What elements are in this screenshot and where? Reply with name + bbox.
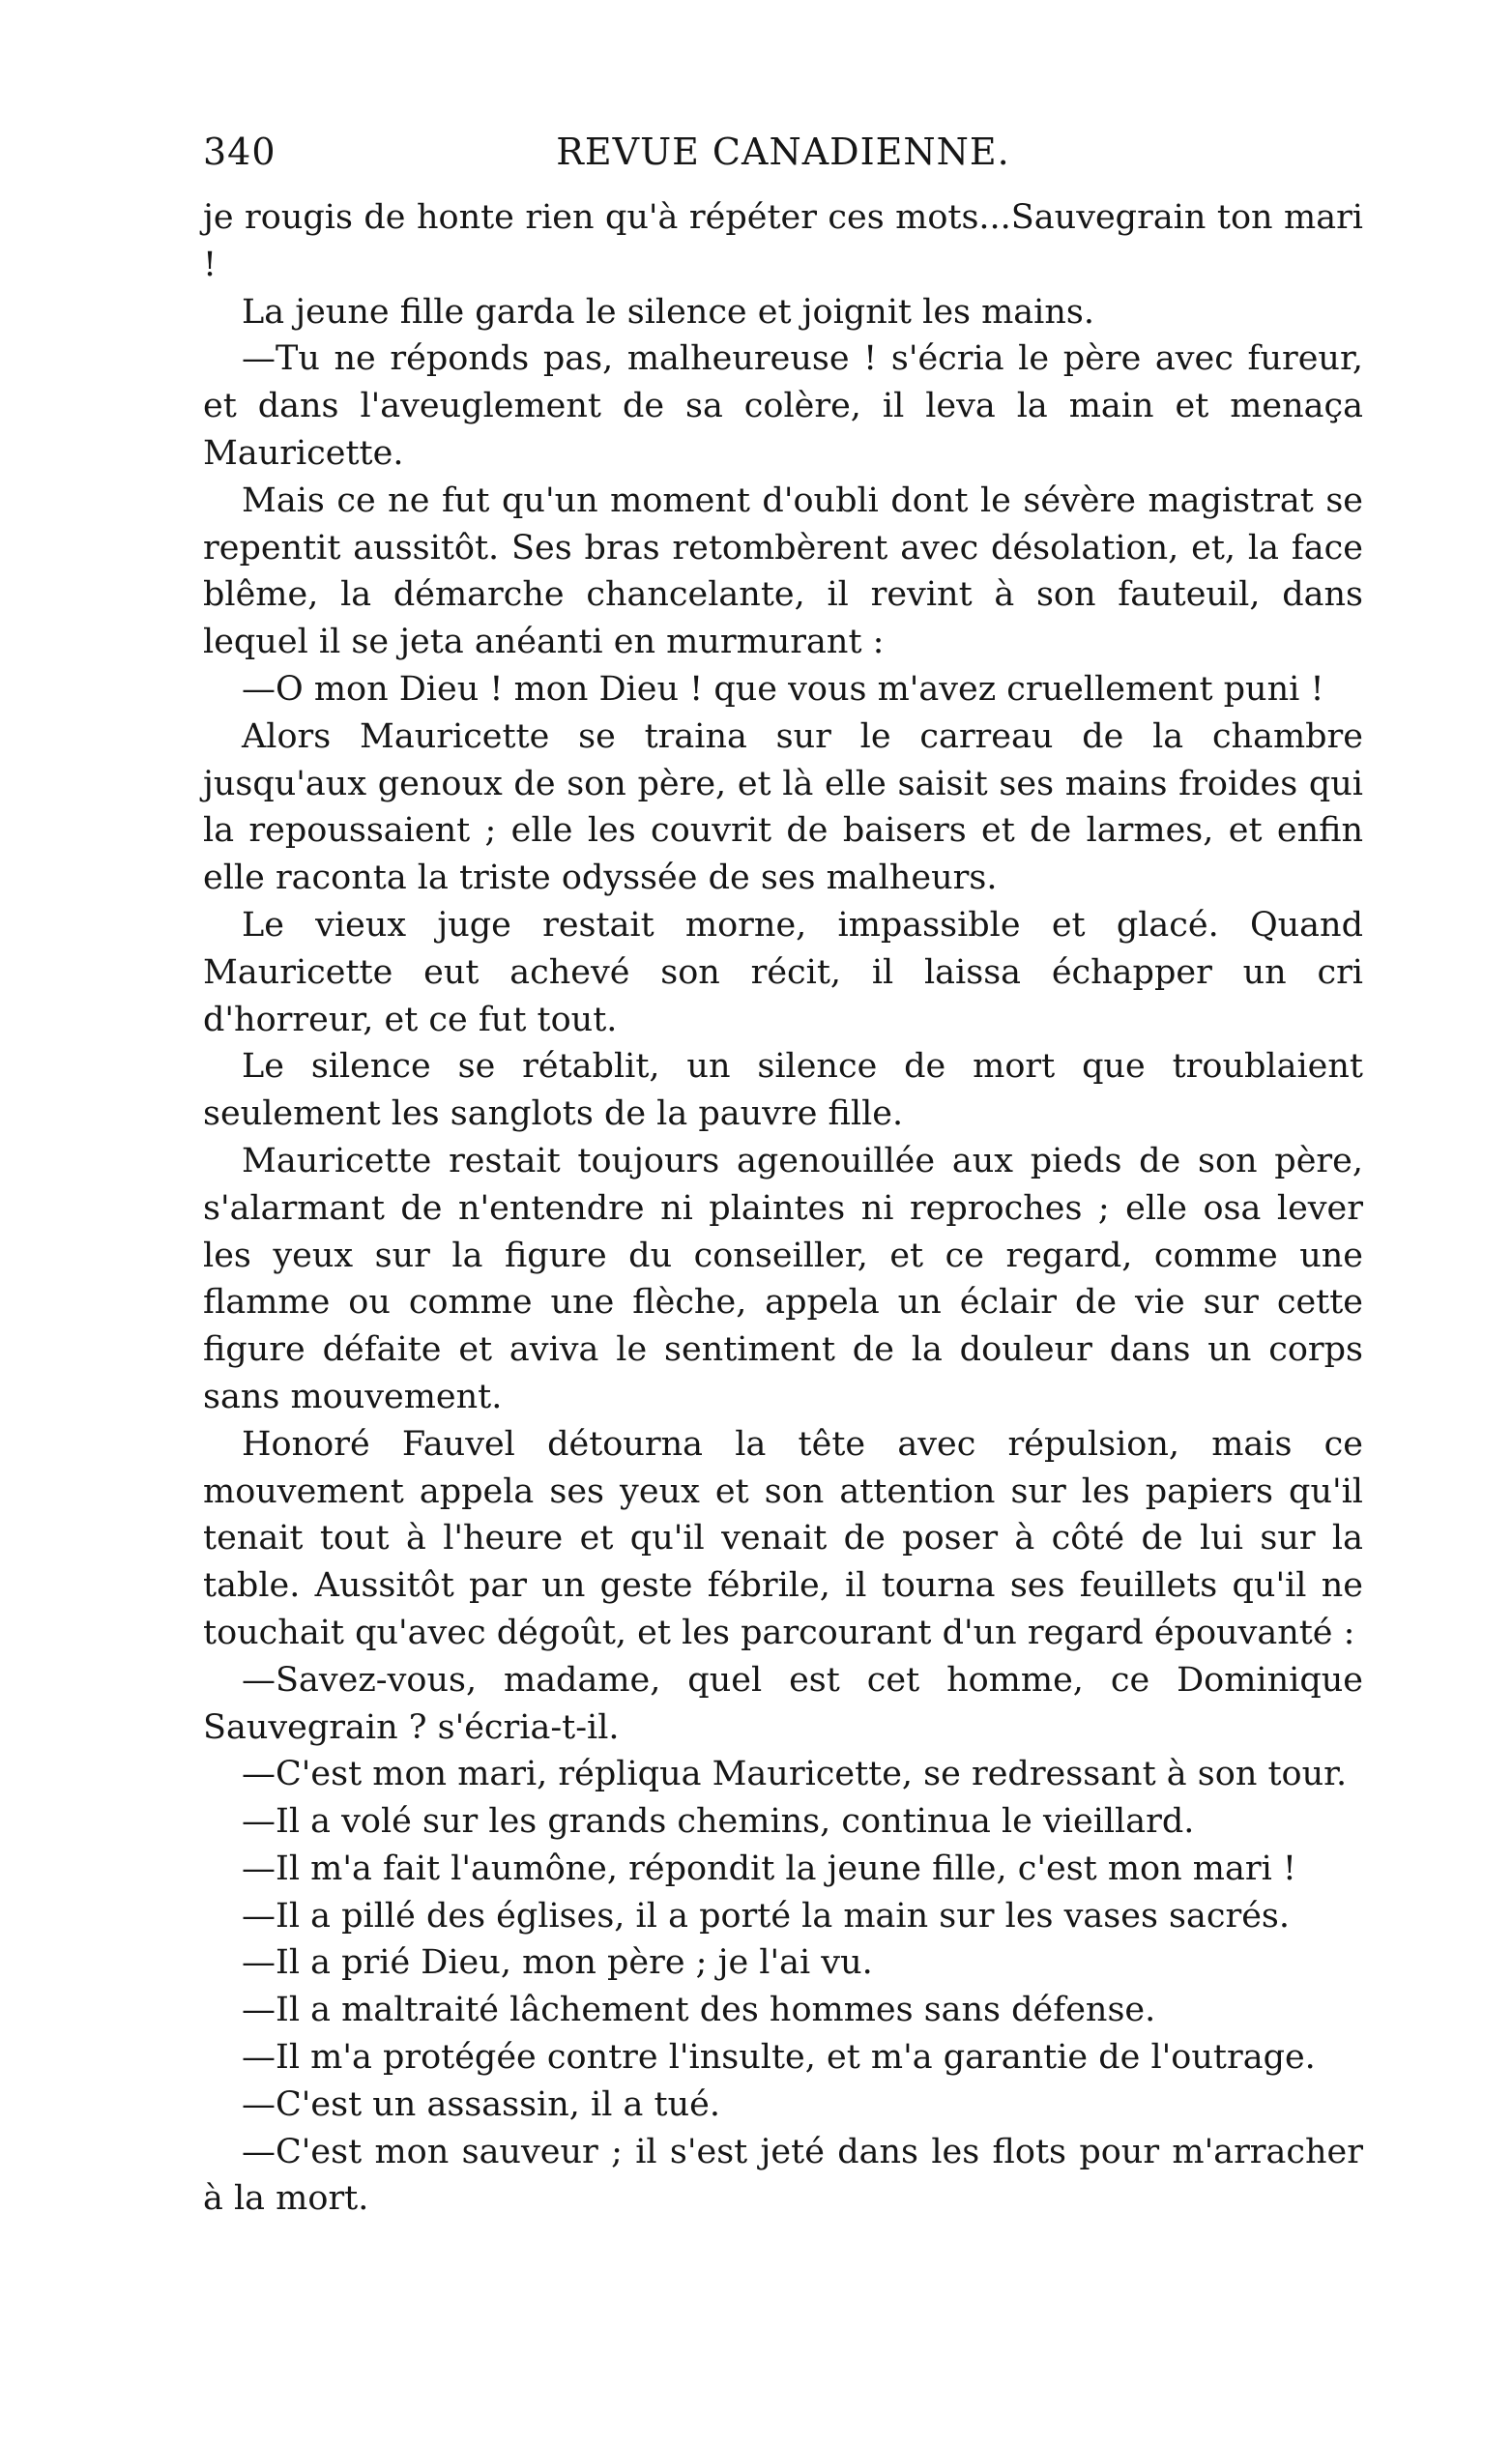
dialogue-line: —C'est un assassin, il a tué. — [242, 2084, 720, 2124]
dialogue-line: —Il m'a protégée contre l'insulte, et m'a garantie de l'outrage. — [242, 2038, 1316, 2078]
body-text — [203, 194, 1363, 2223]
dialogue-line: —O mon Dieu ! mon Dieu ! que vous m'avez cruellement puni ! — [242, 669, 1324, 709]
paragraph: Le silence se rétablit, un silence de mort que troublaient seulement les sanglots de la pauvre fille. — [203, 1047, 1363, 1134]
paragraph: Alors Mauricette se traina sur le carreau de la chambre jusqu'aux genoux de son père, et là elle saisit ses mains froides qui la repoussaient ; elle les couvrit de baisers et de larmes, et enfin elle raconta la triste odyssée de ses malheurs. — [203, 716, 1363, 898]
paragraph: La jeune fille garda le silence et joignit les mains. — [242, 292, 1094, 332]
paragraph: Le vieux juge restait morne, impassible et glacé. Quand Mauricette eut achevé son récit, il laissa échapper un cri d'horreur, et ce fut tout. — [203, 905, 1363, 1039]
paragraph-continued: je rougis de honte rien qu'à répéter ces mots...Sauvegrain ton mari ! — [203, 198, 1363, 284]
dialogue-line: —Il m'a fait l'aumône, répondit la jeune fille, c'est mon mari ! — [242, 1849, 1296, 1888]
journal-title: REVUE CANADIENNE. — [556, 131, 1010, 173]
page-number: 340 — [203, 131, 276, 173]
book-page — [203, 121, 1363, 2223]
dialogue-line: —Tu ne réponds pas, malheureuse ! s'écria le père avec fureur, et dans l'aveuglement de sa colère, il leva la main et menaça Mauricette. — [203, 339, 1363, 473]
dialogue-line: —Il a maltraité lâchement des hommes sans défense. — [242, 1991, 1156, 2030]
dialogue-line: —Il a volé sur les grands chemins, continua le vieillard. — [242, 1802, 1195, 1842]
paragraph: Mais ce ne fut qu'un moment d'oubli dont le sévère magistrat se repentit aussitôt. Ses bras retombèrent avec désolation, et, la face blême, la démarche chancelante, il revint à son fauteuil, dans lequel il se jeta anéanti en murmurant : — [203, 480, 1363, 662]
dialogue-line: —Savez-vous, madame, quel est cet homme, ce Dominique Sauvegrain ? s'écria-t-il. — [203, 1660, 1363, 1747]
running-head — [203, 121, 1363, 183]
dialogue-line: —C'est mon mari, répliqua Mauricette, se redressant à son tour. — [242, 1755, 1348, 1794]
dialogue-line: —Il a pillé des églises, il a porté la main sur les vases sacrés. — [242, 1896, 1290, 1936]
dialogue-line: —C'est mon sauveur ; il s'est jeté dans les flots pour m'arracher à la mort. — [203, 2132, 1363, 2219]
dialogue-line: —Il a prié Dieu, mon père ; je l'ai vu. — [242, 1943, 873, 1983]
paragraph: Honoré Fauvel détourna la tête avec répulsion, mais ce mouvement appela ses yeux et son attention sur les papiers qu'il tenait tout à l'heure et qu'il venait de poser à côté de lui sur la table. Aussitôt par un geste fébrile, il tourna ses feuillets qu'il ne touchait qu'avec dégoût, et les parcourant d'un regard épouvanté : — [203, 1424, 1363, 1652]
paragraph: Mauricette restait toujours agenouillée aux pieds de son père, s'alarmant de n'entendre ni plaintes ni reproches ; elle osa lever les yeux sur la figure du conseiller, et ce regard, comme une flamme ou comme une flèche, appela un éclair de vie sur cette figure défaite et aviva le sentiment de la douleur dans un corps sans mouvement. — [203, 1141, 1363, 1416]
